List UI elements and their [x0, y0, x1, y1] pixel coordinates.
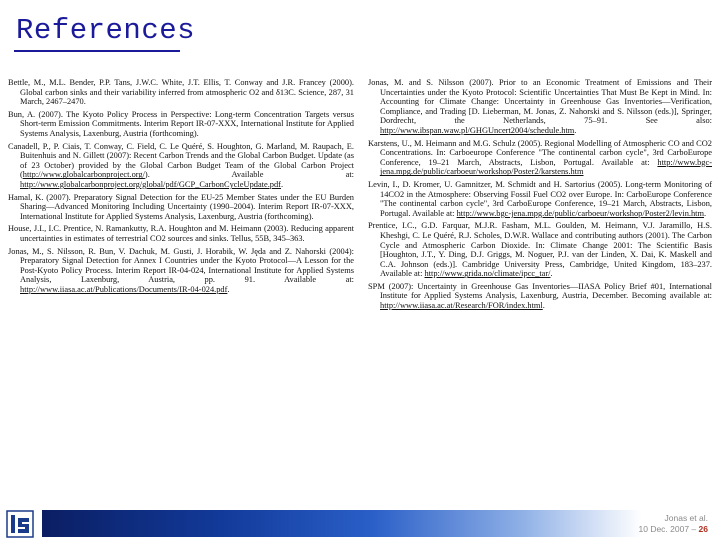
references-right-column: [368, 78, 712, 314]
reference-link[interactable]: http://www.iiasa.ac.at/Research/FOR/index.html: [380, 301, 543, 311]
reference-text: ). Available at:: [144, 170, 354, 180]
reference-text: .: [704, 208, 707, 218]
reference-link[interactable]: http://www.grida.no/climate/ipcc_tar/: [424, 269, 551, 279]
iiasa-logo-icon: [6, 510, 34, 538]
reference-text: Levin, I., D. Kromer, U. Gamnitzer, M. Schmidt and H. Sartorius (2005). Long-term Monitoring of 14CO2 in the Atmosphere: Observing Fossil Fuel CO2 over Europe. In: CarboEurope Conference "The continental carbon cycle", 3rd CarboEurope Conference, 19–21 March, Abstracts, Lisbon, Portugal. Available at:: [368, 179, 712, 218]
page-number: 26: [698, 524, 708, 534]
reference-link[interactable]: http://www.globalcarbonproject.org/: [22, 170, 145, 180]
reference-text: .: [280, 179, 284, 189]
reference-entry: [8, 110, 354, 139]
reference-link[interactable]: http://www.globalcarbonproject.org/global/pdf/GCP_CarbonCycleUpdate.pdf: [20, 179, 281, 189]
reference-text: Bun, A. (2007). The Kyoto Policy Process in Perspective: Long-term Concentration Targets versus Short-term Emission Commitments. Interim Report IR-07-XXX, International Institute for Applied Systems Analysis, Laxenburg, Austria (forthcoming).: [8, 109, 354, 138]
reference-text: .: [542, 301, 545, 311]
reference-text: .: [227, 284, 230, 294]
reference-text: Canadell, P., P. Ciais, T. Conway, C. Field, C. Le Quéré, S. Houghton, G. Marland, M. Raupach, E. Buitenhuis and N. Gillett (2007): Recent Carbon Trends and the Global Carbon Budget. Update (as of 23 October) provided by the Global Carbon Budget Team of the Global Carbon Project (: [8, 141, 354, 180]
page-title: References: [16, 14, 196, 47]
reference-text: House, J.I., I.C. Prentice, N. Ramankutty, R.A. Houghton and M. Heimann (2003). Reducing apparent uncertainties in estimates of terrestrial CO2 sources and sinks. Tellus, 55B, 345–363.: [8, 224, 354, 243]
reference-text: Prentice, I.C., G.D. Farquar, M.J.R. Fasham, M.L. Goulden, M. Heimann, V.J. Jaramillo, H.S. Kheshgi, C. Le Quéré, R.J. Scholes, D.W.R. Wallace and contributing authors (2001). The Carbon Cycle and Atmospheric Carbon Dioxide. In: Climate Change 2001: The Scientific Basis [Houghton, J.T., Y. Ding, D.J. Griggs, M. Noguer, P.J. van der Linden, X. Dai, K. Maskell and C.A. Johnson (eds.)]. Cambridge University Press, Cambridge, United Kingdom, 183–237. Available at:: [368, 221, 712, 279]
footer-author: Jonas et al.: [664, 513, 708, 523]
reference-entry: [8, 78, 354, 107]
footer-bar: [42, 510, 642, 537]
reference-text: Jonas, M. and S. Nilsson (2007). Prior to an Economic Treatment of Emissions and Their Uncertainties under the Kyoto Protocol: Scientific Uncertainties That Must Be Kept in Mind. In: Accounting for Climate Change: Uncertainty in Greenhouse Gas Inventories—Verification, Compliance, and Trading [D. Lieberman, M. Jonas, Z. Nahorski and S. Nilsson (eds.)], Springer, Dordrecht, the Netherlands, 75–91. See also:: [368, 78, 712, 126]
reference-link[interactable]: http://www.ibspan.waw.pl/GHGUncert2004/schedule.htm: [380, 125, 575, 135]
footer-date: 10 Dec. 2007 –: [638, 524, 697, 534]
reference-link[interactable]: http://www.iiasa.ac.at/Publications/Documents/IR-04-024.pdf: [20, 284, 228, 294]
reference-entry: [8, 142, 354, 190]
reference-entry: [8, 193, 354, 222]
reference-text: .: [574, 125, 577, 135]
reference-entry: [8, 247, 354, 295]
reference-text: Karstens, U., M. Heimann and M.G. Schulz (2005). Regional Modelling of Atmospheric CO and CO2 Concentrations. In: Carboeurope Conference "The continental carbon cycle", 3rd CarboEurope Conference, 19–21 March, Abstracts, Lisbon, Portugal. Available at:: [368, 138, 712, 167]
reference-entry: [368, 139, 712, 177]
reference-entry: [8, 224, 354, 243]
reference-entry: [368, 180, 712, 218]
footer-date-line: [639, 524, 709, 535]
footer-info: [639, 513, 709, 535]
reference-text: Jonas, M., S. Nilsson, R. Bun, V. Dachuk, M. Gusti, J. Horabik, W. Jęda and Z. Nahorski (2004): Preparatory Signal Detection for Annex I Countries under the Kyoto Protocol—A Lesson for the Post-Kyoto Policy Process. Interim Report IR-04-024, International Institute for Applied Systems Analysis, Laxenburg, Austria, pp. 91. Available at:: [8, 246, 354, 285]
reference-text: Hamal, K. (2007). Preparatory Signal Detection for the EU-25 Member States under the EU Burden Sharing—Advanced Monitoring Including Uncertainty (1990–2004). Interim Report IR-07-XXX, International Institute for Applied Systems Analysis, Laxenburg, Austria (forthcoming).: [8, 192, 354, 221]
reference-link[interactable]: http://www.bgc-jena.mpg.de/public/carboeur/workshop/Poster2/karstens.htm: [380, 157, 712, 177]
title-underline: [14, 50, 180, 52]
reference-link[interactable]: http://www.bgc-jena.mpg.de/public/carboeur/workshop/Poster2/levin.htm: [456, 208, 705, 218]
reference-text: .: [550, 269, 553, 279]
reference-entry: [368, 78, 712, 136]
reference-entry: [368, 282, 712, 311]
reference-text: Bettle, M., M.L. Bender, P.P. Tans, J.W.C. White, J.T. Ellis, T. Conway and J.R. Francey (2000). Global carbon sinks and their variability inferred from atmospheric O2 and δ13C. Science, 287, 31 March, 2467–2470.: [8, 78, 354, 107]
reference-text: SPM (2007): Uncertainty in Greenhouse Gas Inventories—IIASA Policy Brief #01, International Institute for Applied Systems Analysis, Laxenburg, Austria, December. Becoming available at:: [368, 281, 712, 301]
reference-entry: [368, 221, 712, 279]
references-left-column: [8, 78, 354, 297]
